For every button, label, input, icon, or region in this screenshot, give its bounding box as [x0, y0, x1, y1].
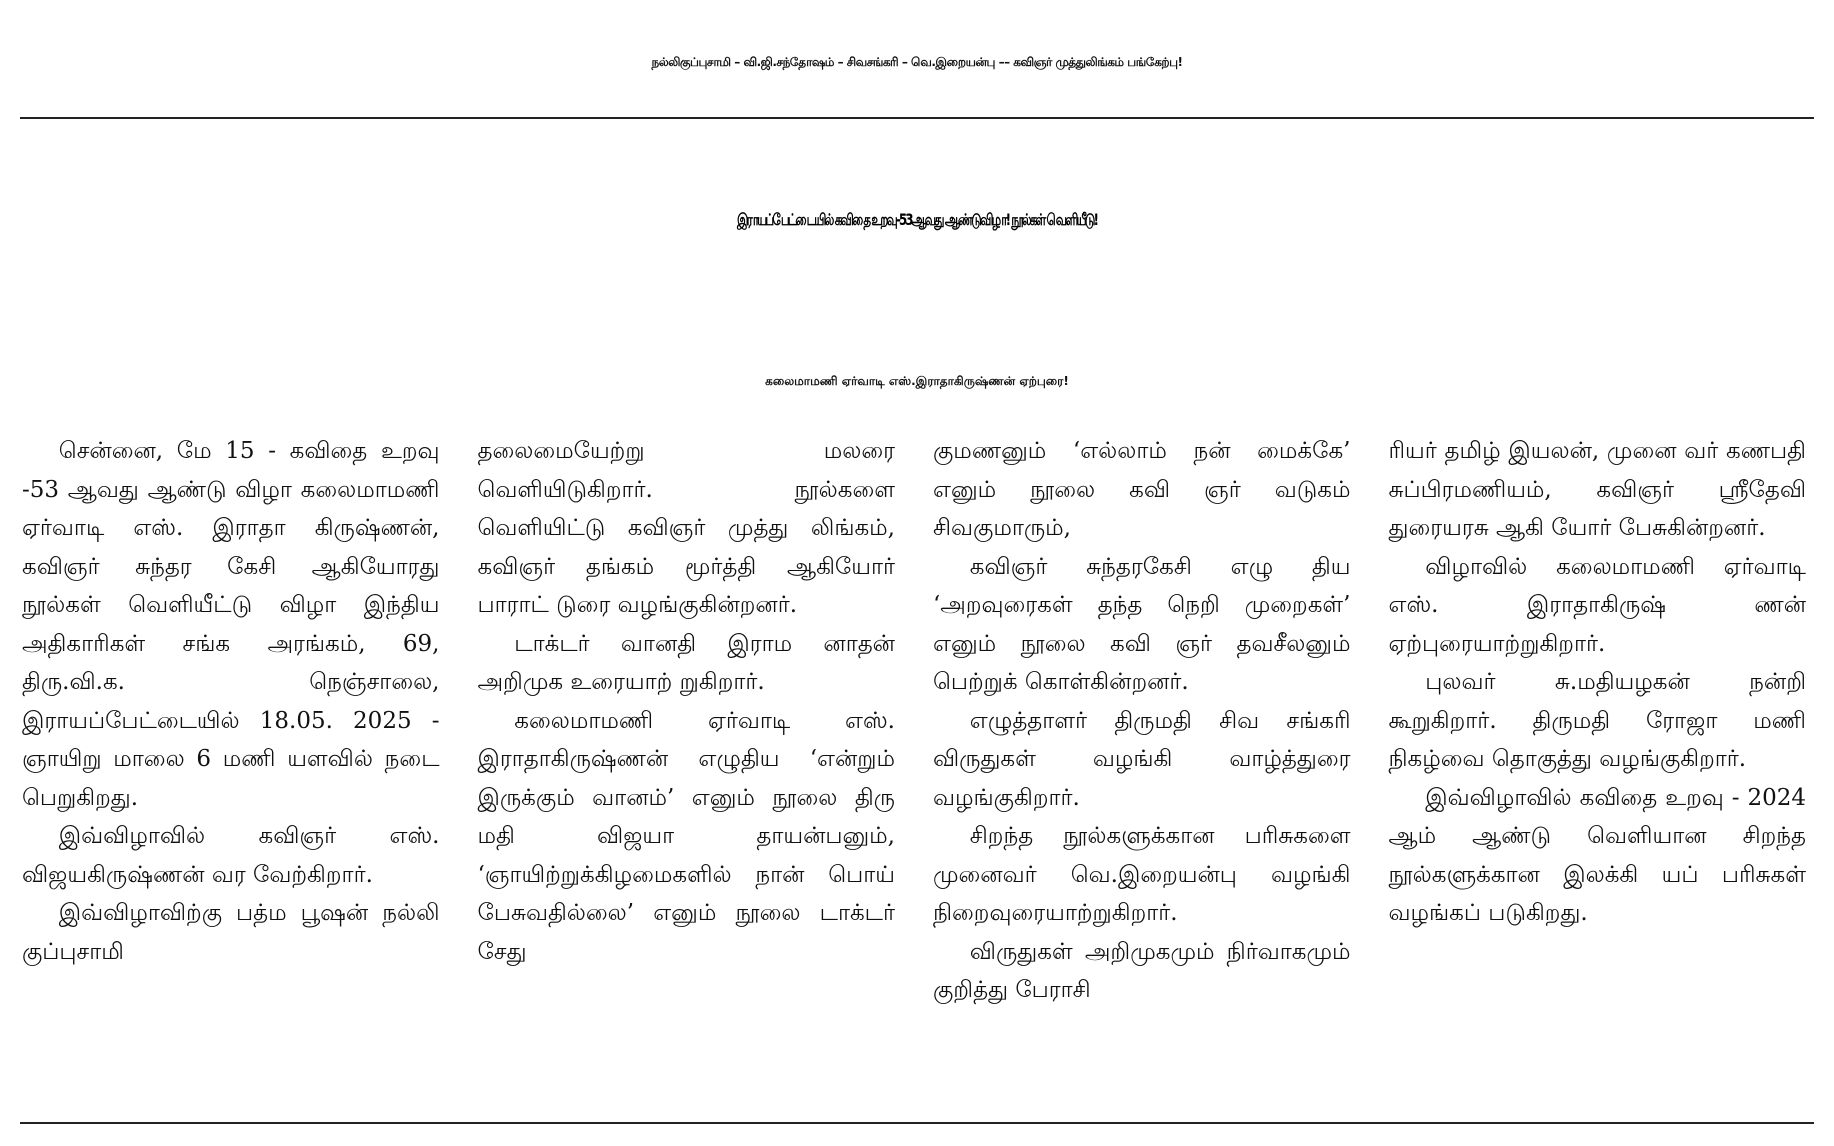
- article-body: [6, 432, 1828, 1118]
- paragraph: இவ்விழாவிற்கு பத்ம பூஷன் நல்லி குப்புசாமி: [22, 900, 440, 965]
- paragraph: கலைமாமணி ஏர்வாடி எஸ். இராதாகிருஷ்ணன் எழுதிய ‘என்றும் இருக்கும் வானம்’ எனும் நூலை திரு மதி விஜயா தாயன்பனும், ‘ஞாயிற்றுக்கிழமைகளில் நான் பொய் பேசுவதில்லை’ எனும் நூலை டாக்டர் சேது: [477, 707, 895, 965]
- paragraph: இவ்விழாவில் கவிஞர் எஸ். விஜயகிருஷ்ணன் வர வேற்கிறார்.: [22, 823, 440, 888]
- paragraph: குமணனும் ‘எல்லாம் நன் மைக்கே’ எனும் நூலை கவி ஞர் வடுகம் சிவகுமாரும்,: [933, 438, 1351, 541]
- article-column-3: [917, 432, 1373, 1118]
- paragraph: புலவர் சு.மதியழகன் நன்றி கூறுகிறார். திருமதி ரோஜா மணி நிகழ்வை தொகுத்து வழங்குகிறார்.: [1388, 669, 1806, 772]
- paragraph: எழுத்தாளர் திருமதி சிவ சங்கரி விருதுகள் வழங்கி வாழ்த்துரை வழங்குகிறார்.: [933, 707, 1351, 811]
- paragraph: சென்னை, மே 15 - கவிதை உறவு -53 ஆவது ஆண்டு விழா கலைமாமணி ஏர்வாடி எஸ். இராதா கிருஷ்ணன், கவிஞர் சுந்தர கேசி ஆகியோரது நூல்கள் வெளியீட்டு விழா இந்திய அதிகாரிகள் சங்க அரங்கம், 69, திரு.வி.க. நெஞ்சாலை, இராயப்பேட்டையில் 18.05. 2025 - ஞாயிறு மாலை 6 மணி யளவில் நடை பெறுகிறது.: [22, 438, 440, 811]
- paragraph: இவ்விழாவில் கவிதை உறவு - 2024 ஆம் ஆண்டு வெளியான சிறந்த நூல்களுக்கான இலக்கி யப் பரிசுகள் வழங்கப் படுகிறது.: [1388, 784, 1806, 926]
- paragraph: டாக்டர் வானதி இராம னாதன் அறிமுக உரையாற் றுகிறார்.: [477, 630, 895, 695]
- paragraph: சிறந்த நூல்களுக்கான பரிசுகளை முனைவர் வெ.இறையன்பு வழங்கி நிறைவுரையாற்றுகிறார்.: [933, 823, 1351, 926]
- subheadline: கலைமாமணி ஏர்வாடி எஸ்.இராதாகிருஷ்ணன் ஏற்புரை!: [765, 374, 1069, 388]
- paragraph: ரியர் தமிழ் இயலன், முனை வர் கணபதி சுப்பிரமணியம், கவிஞர் ஸ்ரீதேவி துரையரசு ஆகி யோர் பேசுகின்றனர்.: [1388, 438, 1806, 541]
- paragraph: விழாவில் கலைமாமணி ஏர்வாடி எஸ். இராதாகிருஷ் ணன் ஏற்புரையாற்றுகிறார்.: [1388, 553, 1806, 657]
- kicker-line: நல்லிகுப்புசாமி – வி.ஜி.சந்தோஷம் – சிவசங்கரி – வெ.இறையன்பு –– கவிஞர் முத்துலிங்கம் பங்கேற்பு!: [651, 55, 1183, 69]
- paragraph: தலைமையேற்று மலரை வெளியிடுகிறார். நூல்களை வெளியிட்டு கவிஞர் முத்து லிங்கம், கவிஞர் தங்கம் மூர்த்தி ஆகியோர் பாராட் டுரை வழங்குகின்றனர்.: [477, 438, 895, 618]
- article-column-4: [1373, 432, 1829, 1118]
- bottom-rule: [20, 1122, 1814, 1124]
- paragraph: கவிஞர் சுந்தரகேசி எழு திய ‘அறவுரைகள் தந்த நெறி முறைகள்’ எனும் நூலை கவி ஞர் தவசீலனும் பெற்றுக் கொள்கின்றனர்.: [933, 553, 1351, 695]
- article-column-1: [6, 432, 462, 1118]
- headline: இராயப்பேட்டையில் கவிதை உறவு-53ஆவது ஆண்டுவிழா! நூல்கள் வெளியீடு!: [736, 210, 1098, 230]
- article-column-2: [462, 432, 918, 1118]
- paragraph: விருதுகள் அறிமுகமும் நிர்வாகமும் குறித்து பேராசி: [933, 938, 1351, 1003]
